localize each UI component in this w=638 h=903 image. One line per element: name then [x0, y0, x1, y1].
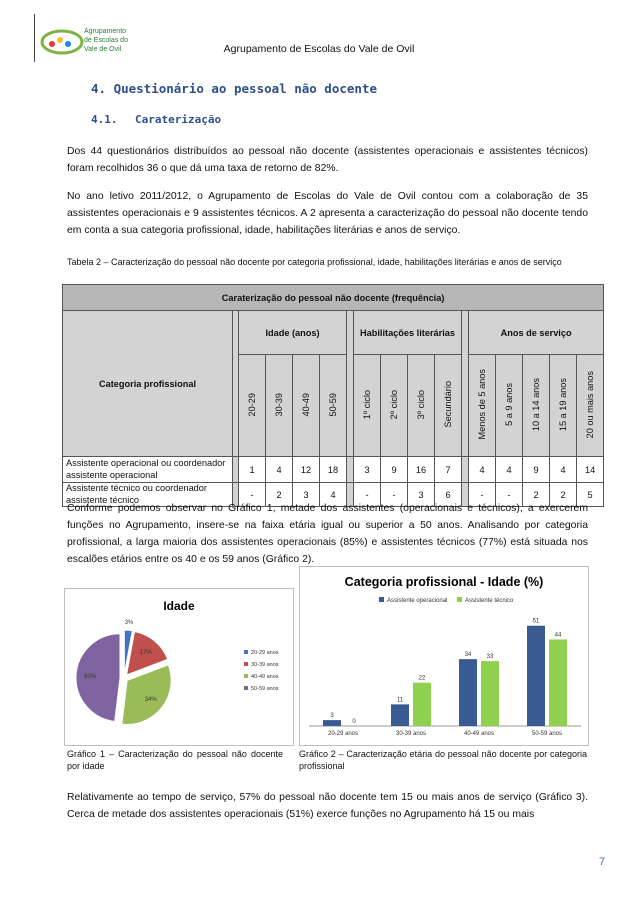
- cell: 1: [239, 457, 266, 483]
- caption-grafico-1: Gráfico 1 – Caracterização do pessoal não docente por idade: [67, 749, 283, 771]
- legend-swatch: [379, 597, 384, 602]
- bar-value-label: 0: [352, 719, 356, 725]
- row-label: Assistente operacional ou coordenador assistente operacional: [63, 457, 233, 483]
- col-service: 20 ou mais anos: [585, 370, 596, 439]
- pie-slice-label: 50%: [84, 673, 97, 680]
- bar: [549, 639, 567, 726]
- x-tick-label: 50-59 anos: [531, 731, 563, 737]
- col-age: 30-39: [274, 392, 284, 417]
- cell: 4: [550, 457, 577, 483]
- col-age: 40-49: [301, 392, 311, 417]
- pie-slice-label: 3%: [124, 620, 134, 627]
- bar: [413, 683, 431, 726]
- col-service: 15 a 19 anos: [558, 377, 568, 432]
- col-education: Secundário: [443, 381, 453, 428]
- bar-value-label: 44: [554, 632, 562, 639]
- cell: 4: [320, 483, 347, 507]
- legend-swatch: [244, 662, 248, 666]
- bar-chart-categoria-idade: [299, 566, 589, 746]
- subsection-title: Caraterização: [135, 113, 222, 126]
- bar: [481, 661, 499, 726]
- table-row: [63, 457, 604, 483]
- legend-label: 30-39 anos: [251, 662, 279, 668]
- cell: 6: [435, 483, 462, 507]
- bar: [459, 659, 477, 726]
- header-title: Agrupamento de Escolas do Vale de Ovil: [223, 43, 415, 55]
- col-service: 10 a 14 anos: [531, 377, 541, 432]
- bar: [323, 720, 341, 726]
- paragraph-staff: No ano letivo 2011/2012, o Agrupamento de Escolas do Vale de Ovil contou com a colaboração de 35 assistentes operacionais e 9 assistentes técnicos. A 2 apresenta a caracterização do pessoal não docente tendo em conta a sua categoria profissional, idade, habilitações literárias e anos de serviço.: [67, 191, 588, 236]
- col-education: 1º ciclo: [362, 389, 372, 420]
- legend-swatch: [457, 597, 462, 602]
- section-heading: 4. Questionário ao pessoal não docente: [91, 81, 377, 96]
- bar: [527, 626, 545, 726]
- bar-value-label: 33: [486, 654, 494, 661]
- bar-value-label: 34: [464, 652, 472, 659]
- bar: [391, 704, 409, 726]
- cell: 2: [523, 483, 550, 507]
- group-service: Anos de serviço: [469, 311, 604, 355]
- col-service: 5 a 9 anos: [504, 383, 514, 426]
- page-number: 7: [599, 856, 606, 868]
- cell: 5: [577, 483, 604, 507]
- group-age: Idade (anos): [239, 311, 347, 355]
- bar-value-label: 22: [418, 675, 426, 682]
- paragraph-returns: Dos 44 questionários distribuídos ao pessoal não docente (assistentes operacionais e assistentes técnicos) foram recolhidos 36 o que dá uma taxa de retorno de 82%.: [67, 146, 588, 174]
- cell: 4: [496, 457, 523, 483]
- cell: -: [469, 483, 496, 507]
- table-caption: Tabela 2 – Caracterização do pessoal não docente por categoria profissional, idade, habilitações literárias e anos de serviço: [67, 257, 562, 267]
- pie-slice-label: 17%: [139, 649, 152, 656]
- legend-swatch: [244, 650, 248, 654]
- cell: 3: [354, 457, 381, 483]
- cell: -: [239, 483, 266, 507]
- cell: -: [496, 483, 523, 507]
- cell: 2: [266, 483, 293, 507]
- table-title: Caraterização do pessoal não docente (frequência): [63, 285, 604, 311]
- pie-title: Idade: [163, 599, 195, 613]
- cell: 4: [266, 457, 293, 483]
- staff-table: [62, 284, 604, 507]
- paragraph-analysis: Conforme podemos observar no Gráfico 1, metade dos assistentes (operacionais e técnicos), a exercerem funções no Agrupamento, insere-se na faixa etária igual ou superior a 50 anos. Analisando por categoria profissional, a larga maioria dos assistentes operacionais (85%) e assistentes técnicos (77%) está situada nos escalões etários entre os 40 e os 59 anos (Gráfico 2).: [67, 503, 588, 565]
- x-tick-label: 20-29 anos: [327, 731, 359, 737]
- bar-title: Categoria profissional - Idade (%): [344, 575, 544, 589]
- cell: 16: [408, 457, 435, 483]
- pie-slice-label: 34%: [144, 696, 157, 703]
- cell: 3: [293, 483, 320, 507]
- bar-value-label: 3: [330, 713, 334, 720]
- col-service: Menos de 5 anos: [477, 369, 487, 440]
- cell: 12: [293, 457, 320, 483]
- legend-label: 20-29 anos: [251, 650, 279, 656]
- legend-label: Assistente operacional: [387, 598, 448, 604]
- cell: 9: [523, 457, 550, 483]
- pie-chart-idade: [64, 588, 294, 746]
- row-label: Assistente técnico ou coordenador assistente técnico: [63, 483, 233, 507]
- legend-swatch: [244, 686, 248, 690]
- caption-grafico-2: Gráfico 2 – Caracterização etária do pessoal não docente por categoria profissional: [299, 749, 587, 771]
- cell: 4: [469, 457, 496, 483]
- paragraph-service: Relativamente ao tempo de serviço, 57% do pessoal não docente tem 15 ou mais anos de serviço (Gráfico 3). Cerca de metade dos assistentes operacionais (51%) exerce funções no Agrupamento há 15 ou mais: [67, 792, 588, 820]
- col-age: 50-59: [328, 392, 338, 417]
- subsection-number: 4.1.: [91, 113, 118, 126]
- legend-label: 40-49 anos: [251, 674, 279, 680]
- cell: 18: [320, 457, 347, 483]
- cell: 9: [381, 457, 408, 483]
- cell: -: [381, 483, 408, 507]
- cell: 2: [550, 483, 577, 507]
- svg-text:Agrupamento: Agrupamento: [84, 28, 127, 35]
- svg-text:de Escolas do: de Escolas do: [84, 37, 128, 44]
- x-tick-label: 30-39 anos: [395, 731, 427, 737]
- cell: 3: [408, 483, 435, 507]
- bar-value-label: 51: [532, 618, 540, 625]
- legend-label: 50-59 anos: [251, 686, 279, 692]
- group-education: Habilitações literárias: [354, 311, 462, 355]
- category-header: Categoria profissional: [63, 311, 233, 457]
- bar-value-label: 11: [396, 697, 404, 704]
- cell: -: [354, 483, 381, 507]
- legend-swatch: [244, 674, 248, 678]
- cell: 7: [435, 457, 462, 483]
- col-age: 20-29: [247, 392, 257, 417]
- col-education: 3º ciclo: [416, 389, 426, 420]
- cell: 14: [577, 457, 604, 483]
- x-tick-label: 40-49 anos: [463, 731, 495, 737]
- col-education: 2º ciclo: [389, 389, 399, 420]
- legend-label: Assistente técnico: [465, 598, 514, 604]
- svg-text:Vale de Ovil: Vale de Ovil: [84, 46, 122, 53]
